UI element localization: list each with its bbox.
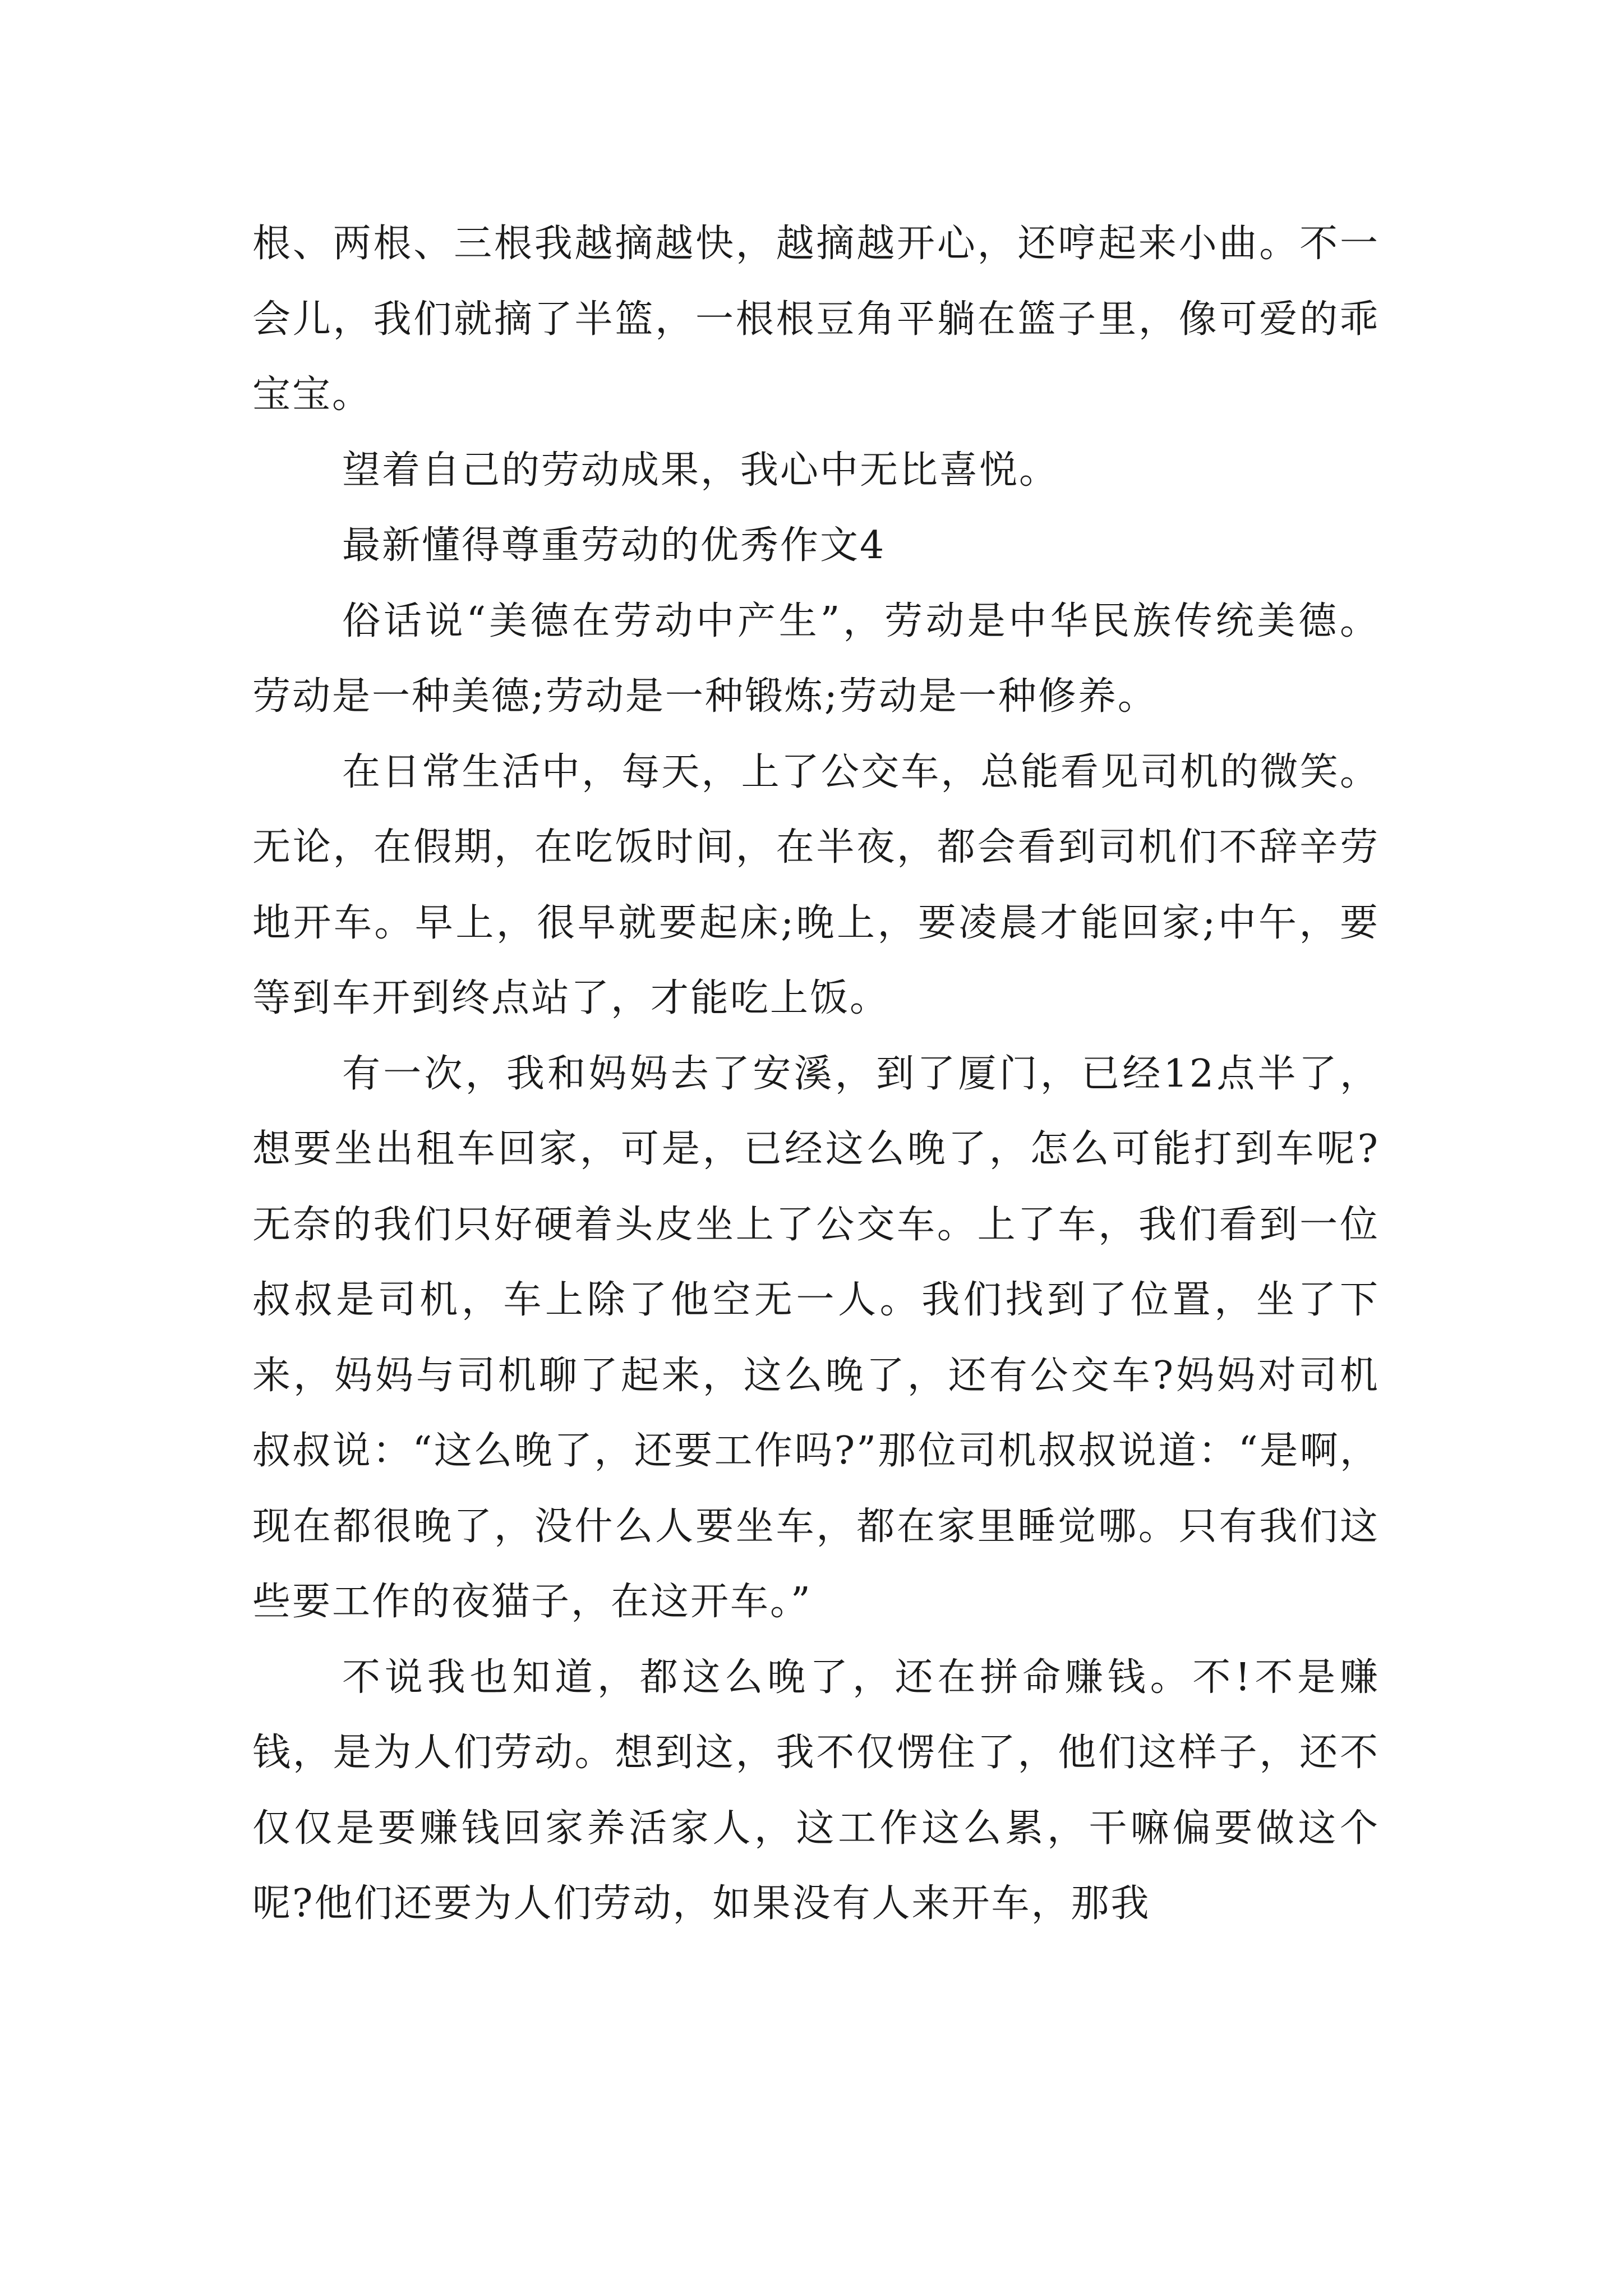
paragraph-harvest-joy: 望着自己的劳动成果，我心中无比喜悦。 <box>342 448 1059 493</box>
document-body <box>252 206 1380 1942</box>
paragraph-proverb: 俗话说“美德在劳动中产生”，劳动是中华民族传统美德。劳动是一种美德;劳动是一种锻炼;劳动是一种修养。 <box>252 599 1380 719</box>
paragraph-night-bus-story: 有一次，我和妈妈去了安溪，到了厦门，已经12点半了，想要坐出租车回家，可是，已经这么晚了，怎么可能打到车呢?无奈的我们只好硬着头皮坐上了公交车。上了车，我们看到一位叔叔是司机，车上除了他空无一人。我们找到了位置，坐了下来，妈妈与司机聊了起来，这么晚了，还有公交车?妈妈对司机叔叔说：“这么晚了，还要工作吗?”那位司机叔叔说道：“是啊，现在都很晚了，没什么人要坐车，都在家里睡觉哪。只有我们这些要工作的夜猫子，在这开车。” <box>252 1051 1380 1624</box>
paragraph-reflection: 不说我也知道，都这么晚了，还在拼命赚钱。不!不是赚钱，是为人们劳动。想到这，我不仅愣住了，他们这样子，还不仅仅是要赚钱回家养活家人，这工作这么累，干嘛偏要做这个呢?他们还要为人们劳动，如果没有人来开车，那我 <box>252 1655 1380 1926</box>
paragraph-bus-drivers: 在日常生活中，每天，上了公交车，总能看见司机的微笑。无论，在假期，在吃饭时间，在半夜，都会看到司机们不辞辛劳地开车。早上，很早就要起床;晚上，要凌晨才能回家;中午，要等到车开到终点站了，才能吃上饭。 <box>252 749 1380 1020</box>
essay-heading-4: 最新懂得尊重劳动的优秀作文4 <box>342 523 886 568</box>
paragraph-continuation: 根、两根、三根我越摘越快，越摘越开心，还哼起来小曲。不一会儿，我们就摘了半篮，一根根豆角平躺在篮子里，像可爱的乖宝宝。 <box>252 222 1380 417</box>
